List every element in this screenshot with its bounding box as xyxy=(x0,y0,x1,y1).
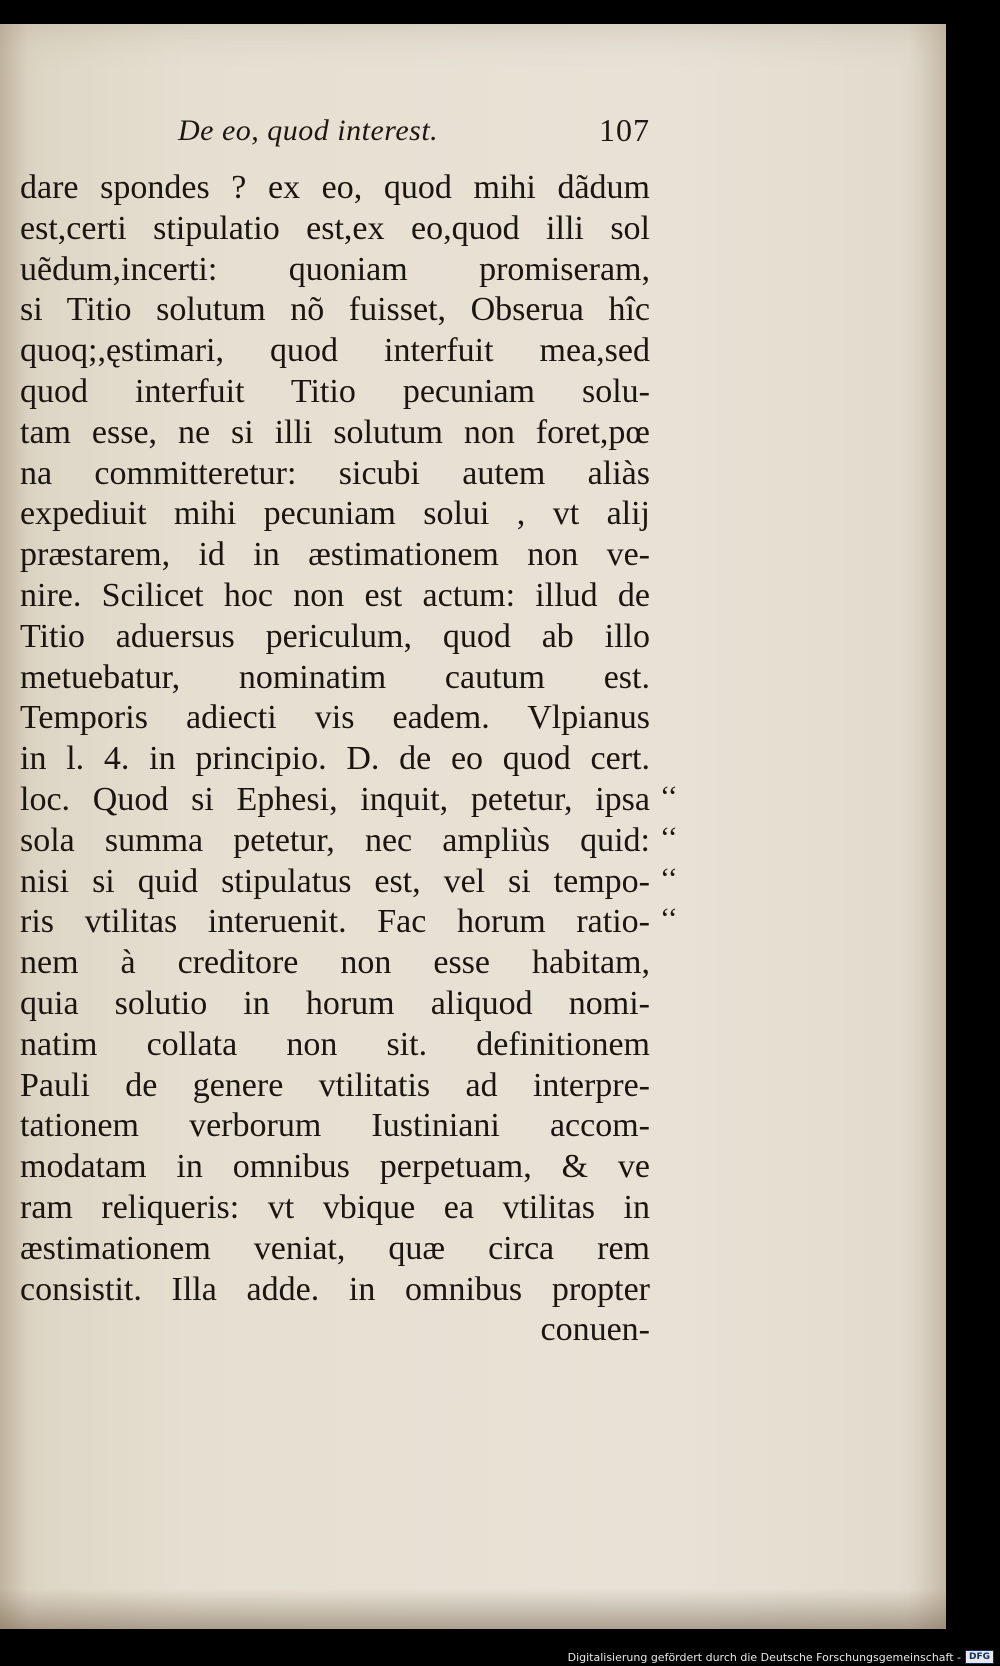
text-line: quoq;,ęstimari, quod interfuit mea,sed xyxy=(20,332,650,370)
text-line: quod interfuit Titio pecuniam solu- xyxy=(20,372,650,410)
text-line: ris vtilitas interuenit. Fac horum ratio- xyxy=(20,903,650,941)
text-line: expediuit mihi pecuniam solui , vt alij xyxy=(20,495,650,533)
text-line: dare spondes ? ex eo, quod mihi dãdum xyxy=(20,169,650,206)
text-line: tam esse, ne si illi solutum non foret,pœ xyxy=(20,413,650,451)
marginal-quote-mark: ‘‘ xyxy=(660,820,678,854)
marginal-quote-mark: ‘‘ xyxy=(660,861,678,895)
body-text xyxy=(20,168,660,1351)
text-line: nisi si quid stipulatus est, vel si tempo- xyxy=(20,862,650,900)
text-line: modatam in omnibus perpetuam, & ve xyxy=(20,1148,650,1186)
text-line: nem à creditore non esse habitam, xyxy=(20,944,650,982)
text-line: est,certi stipulatio est,ex eo,quod illi sol xyxy=(20,209,650,247)
text-line: uẽdum,incerti: quoniam promiseram, xyxy=(20,250,650,288)
text-line: præstarem, id in æstimationem non ve- xyxy=(20,536,650,574)
text-line: quia solutio in horum aliquod nomi- xyxy=(20,984,650,1022)
text-line: Titio aduersus periculum, quod ab illo xyxy=(20,617,650,655)
running-head xyxy=(170,108,650,158)
text-line: nire. Scilicet hoc non est actum: illud de xyxy=(20,576,650,614)
text-line: tationem verborum Iustiniani accom- xyxy=(20,1107,650,1145)
page-edge-shadow xyxy=(0,1589,946,1629)
text-line: si Titio solutum nõ fuisset, Obserua hîc xyxy=(20,291,650,329)
running-head-title: De eo, quod interest. xyxy=(178,114,439,147)
digitization-footer xyxy=(568,1650,994,1664)
text-line: loc. Quod si Ephesi, inquit, petetur, ipsa xyxy=(20,780,650,818)
text-line: natim collata non sit. definitionem xyxy=(20,1025,650,1063)
text-line: metuebatur, nominatim cautum est. xyxy=(20,658,650,696)
catchword: conuen- xyxy=(540,1311,650,1349)
footer-text: Digitalisierung gefördert durch die Deutsche Forschungsgemeinschaft - xyxy=(567,1650,961,1664)
text-line: Temporis adiecti vis eadem. Vlpianus xyxy=(20,699,650,737)
text-line: na committeretur: sicubi autem aliàs xyxy=(20,454,650,492)
text-line: æstimationem veniat, quæ circa rem xyxy=(20,1229,650,1267)
page-number: 107 xyxy=(599,112,650,148)
dfg-logo-icon: DFG xyxy=(965,1650,994,1664)
text-line: ram reliqueris: vt vbique ea vtilitas in xyxy=(20,1188,650,1226)
text-line: Pauli de genere vtilitatis ad interpre- xyxy=(20,1066,650,1104)
text-line: consistit. Illa adde. in omnibus propter xyxy=(20,1270,650,1308)
book-page xyxy=(0,24,946,1629)
marginal-quote-mark: ‘‘ xyxy=(660,902,678,936)
marginal-quote-mark: ‘‘ xyxy=(660,780,678,813)
text-line: in l. 4. in principio. D. de eo quod cert. xyxy=(20,740,650,778)
text-line: sola summa petetur, nec ampliùs quid: xyxy=(20,821,650,859)
